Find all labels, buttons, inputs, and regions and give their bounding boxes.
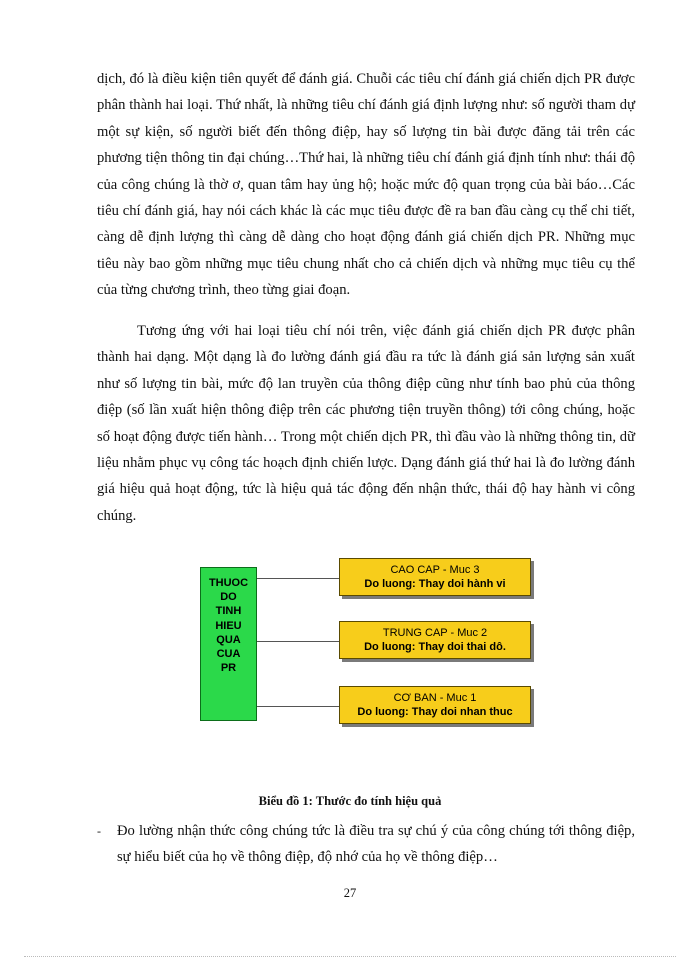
page-number: 27 — [343, 886, 357, 900]
bullet-marker: - — [97, 824, 101, 838]
level-3-measure: Do luong: Thay doi hành vi — [364, 578, 506, 590]
connector-level-2 — [257, 641, 339, 642]
level-1-title: CƠ BAN - Muc 1 — [393, 692, 477, 704]
connector-level-1 — [257, 706, 339, 707]
connector-level-3 — [257, 578, 339, 579]
level-box-1 — [339, 686, 531, 724]
level-1-measure: Do luong: Thay doi nhan thuc — [357, 706, 513, 718]
bullet-paragraph: Đo lường nhận thức công chúng tức là điều tra sự chú ý của công chúng tới thông điệp, sự hiểu biết của họ về thông điệp, độ nhớ của họ về thông điệp… — [117, 823, 635, 866]
paragraph-1: dịch, đó là điều kiện tiên quyết để đánh giá. Chuỗi các tiêu chí đánh giá chiến dịch PR được phân thành hai loại. Thứ nhất, là những tiêu chí đánh giá định lượng như: số người tham dự một sự kiện, số người biết đến thông điệp, hay số lượng tin bài được đăng tải trên các phương tiện thông tin đại chúng…Thứ hai, là những tiêu chí đánh giá định tính như: thái độ của công chúng là thờ ơ, quan tâm hay ủng hộ; hoặc mức độ quan trọng của bài báo…Các tiêu chí đánh giá, hay nói cách khác là các mục tiêu được đề ra ban đầu càng cụ thể chi tiết, càng dễ định lượng thì càng dễ dàng cho hoạt động đánh giá chiến dịch PR. Những mục tiêu này bao gồm những mục tiêu chung nhất cho cả chiến dịch và những mục tiêu cụ thể của từng chương trình, theo từng giai đoạn. — [97, 71, 635, 299]
level-box-3 — [339, 558, 531, 596]
level-3-title: CAO CAP - Muc 3 — [390, 564, 480, 576]
level-2-title: TRUNG CAP - Muc 2 — [382, 627, 488, 639]
paragraph-2: Tương ứng với hai loại tiêu chí nói trên, việc đánh giá chiến dịch PR được phân thành hai dạng. Một dạng là đo lường đánh giá đầu ra tức là đánh giá sản lượng sản xuất như số lượng tin bài, mức độ lan truyền của thông điệp cũng như tính bao phủ của thông điệp (số lần xuất hiện thông điệp trên các phương tiện truyền thông) tới công chúng, hoặc số hoạt động được tiến hành… Trong một chiến dịch PR, thì đầu vào là những thông tin, dữ liệu nhằm phục vụ công tác hoạch định chiến lược. Dạng đánh giá thứ hai là đo lường đánh giá hiệu quả hoạt động, tức là hiệu quả tác động đến nhận thức, thái độ hay hành vi công chúng. — [97, 323, 635, 524]
diagram-main-label: THUOC DO TINH HIEU QUA CUA PR — [208, 577, 249, 675]
level-box-2 — [339, 621, 531, 659]
diagram-main-box — [200, 567, 257, 721]
level-2-measure: Do luong: Thay doi thai dô. — [364, 641, 506, 653]
figure-caption: Biểu đồ 1: Thước đo tính hiệu quả — [258, 794, 442, 808]
page-bottom-divider — [24, 956, 676, 957]
